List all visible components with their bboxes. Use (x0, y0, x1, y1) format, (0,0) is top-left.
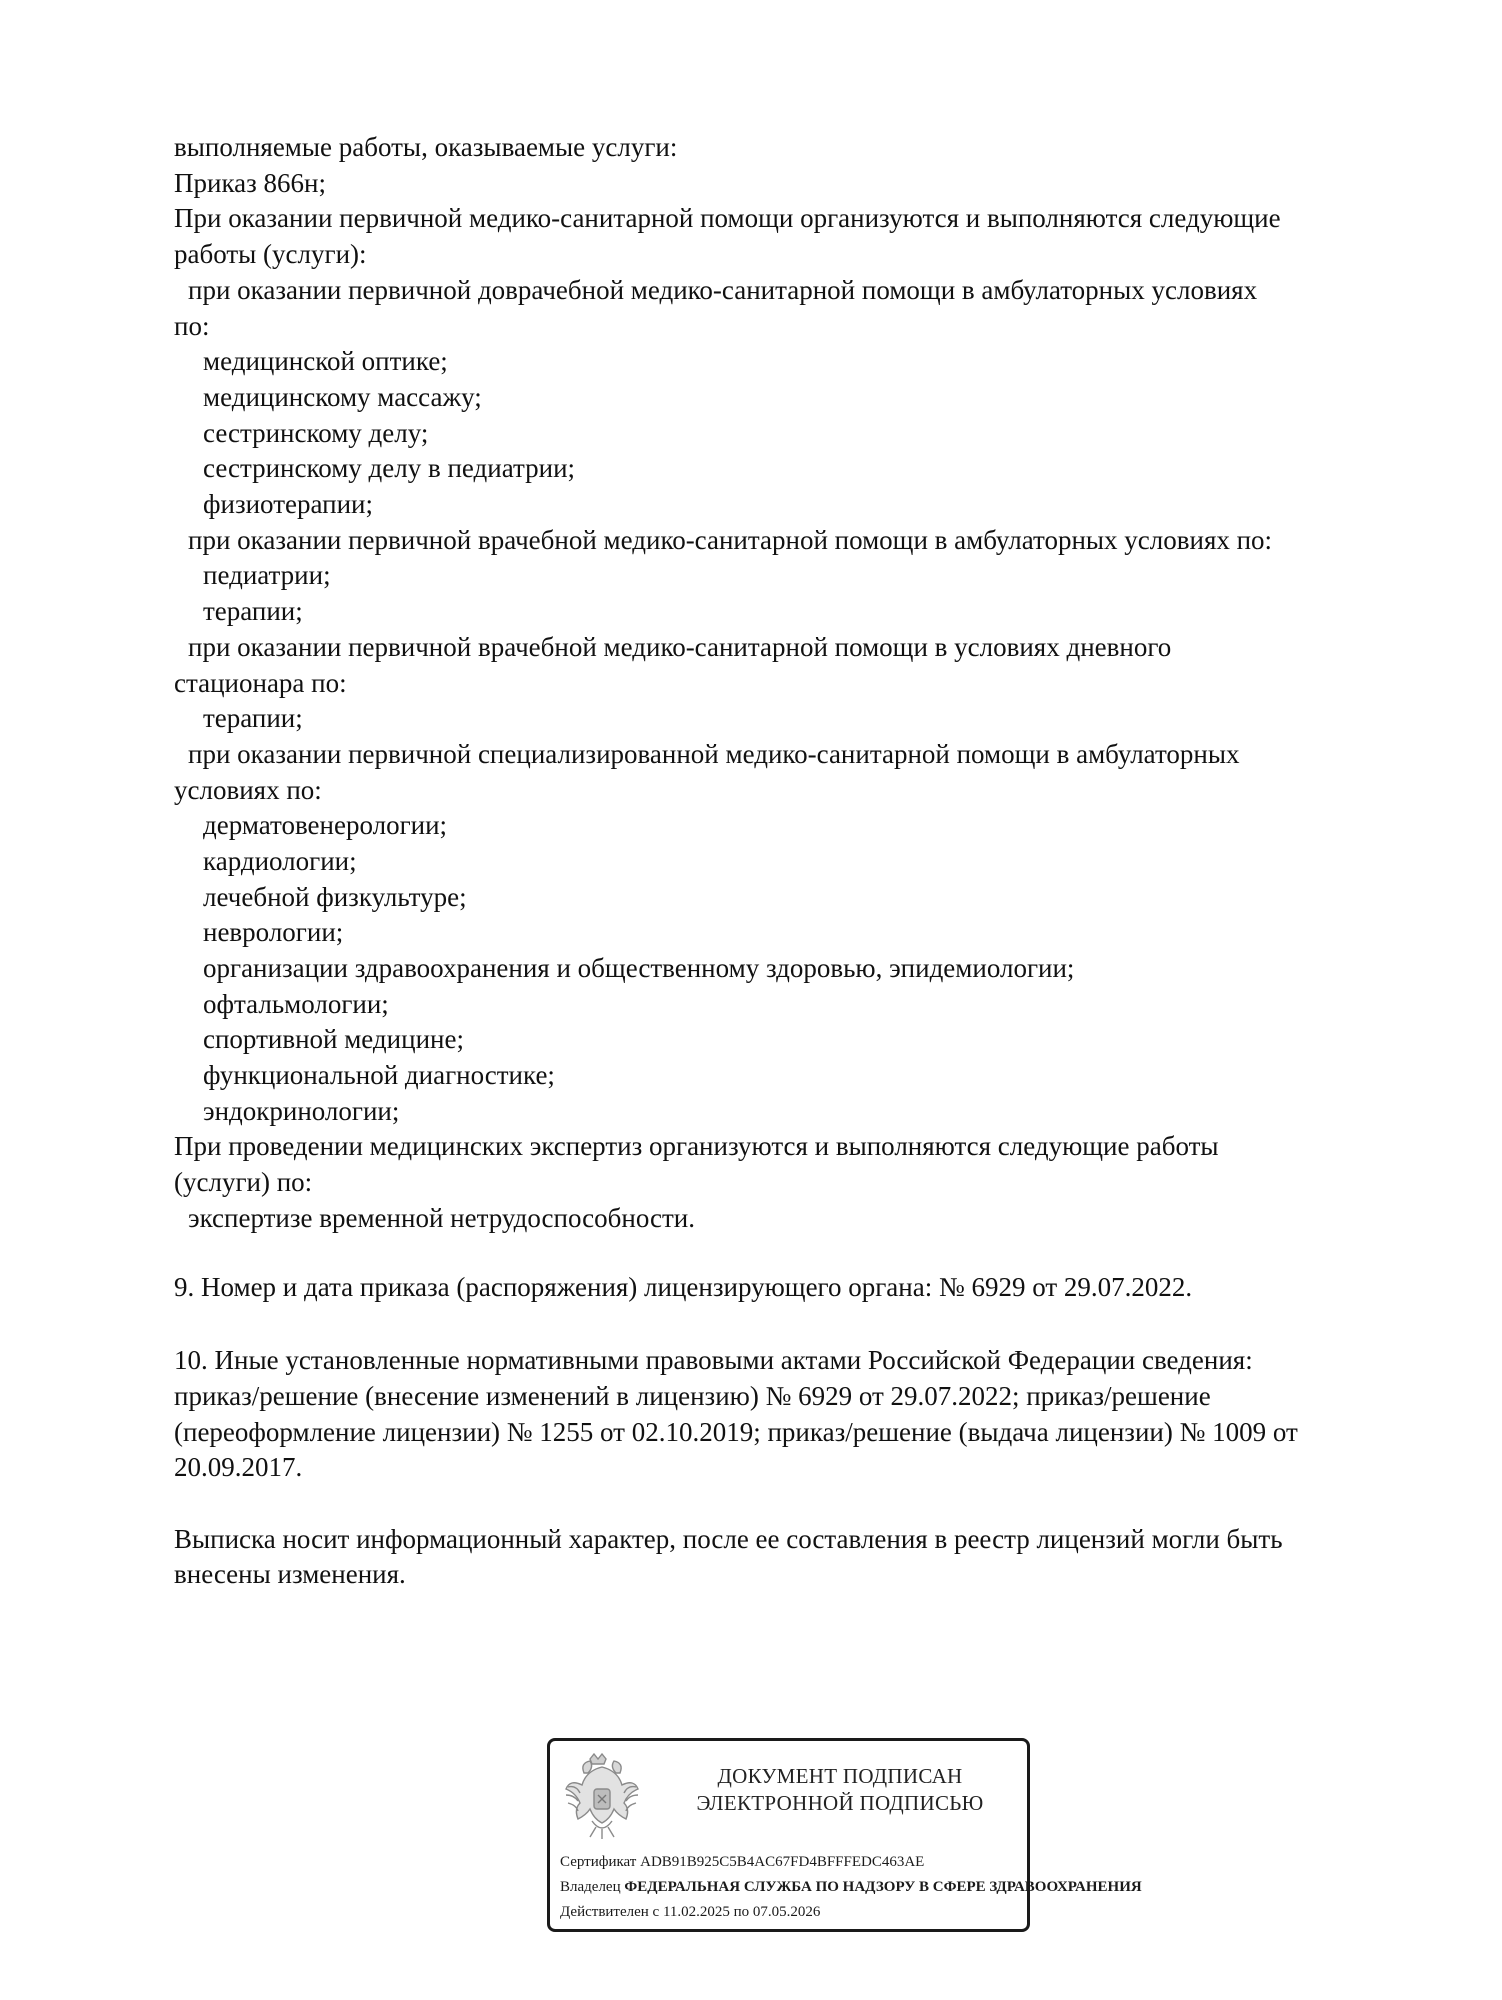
text-line: стационара по: (174, 668, 347, 698)
list-item: кардиологии; (203, 846, 357, 876)
text-line: При проведении медицинских экспертиз организуются и выполняются следующие работы (174, 1131, 1219, 1161)
text-line: работы (услуги): (174, 239, 367, 269)
certificate-label: Сертификат (560, 1854, 637, 1870)
list-item: терапии; (203, 703, 303, 733)
section-10-text: 10. Иные установленные нормативными правовыми актами Российской Федерации сведения: (174, 1345, 1253, 1375)
text-line: выполняемые работы, оказываемые услуги: (174, 132, 678, 162)
text-line: при оказании первичной врачебной медико-санитарной помощи в амбулаторных условиях по: (188, 525, 1273, 555)
stamp-owner (560, 1876, 1142, 1898)
list-item: дерматовенерологии; (203, 810, 448, 840)
list-item: эндокринологии; (203, 1096, 400, 1126)
text-line: приказ/решение (внесение изменений в лицензию) № 6929 от 29.07.2022; приказ/решение (174, 1381, 1211, 1411)
list-item: медицинской оптике; (203, 346, 448, 376)
text-line: при оказании первичной врачебной медико-санитарной помощи в условиях дневного (188, 632, 1172, 662)
list-item: сестринскому делу; (203, 418, 429, 448)
list-item: терапии; (203, 596, 303, 626)
list-item: спортивной медицине; (203, 1024, 464, 1054)
list-item: экспертизе временной нетрудоспособности. (188, 1203, 695, 1233)
stamp-validity: Действителен с 11.02.2025 по 07.05.2026 (560, 1904, 821, 1920)
text-line: при оказании первичной доврачебной медико-санитарной помощи в амбулаторных условиях (188, 275, 1258, 305)
list-item: лечебной физкультуре; (203, 882, 467, 912)
text-line: при оказании первичной специализированной медико-санитарной помощи в амбулаторных (188, 739, 1240, 769)
electronic-signature-stamp (547, 1738, 1142, 1932)
text-line: При оказании первичной медико-санитарной помощи организуются и выполняются следующие (174, 203, 1281, 233)
stamp-title-line: ДОКУМЕНТ ПОДПИСАН (717, 1764, 963, 1788)
owner-value: ФЕДЕРАЛЬНАЯ СЛУЖБА ПО НАДЗОРУ В СФЕРЕ ЗДРАВООХРАНЕНИЯ (624, 1879, 1142, 1895)
text-line: 20.09.2017. (174, 1452, 303, 1482)
text-line: (услуги) по: (174, 1167, 313, 1197)
list-item: офтальмологии; (203, 989, 389, 1019)
list-item: сестринскому делу в педиатрии; (203, 453, 576, 483)
list-item: медицинскому массажу; (203, 382, 482, 412)
owner-label: Владелец (560, 1879, 621, 1895)
stamp-title (670, 1763, 1010, 1817)
disclaimer-text: Выписка носит информационный характер, после ее составления в реестр лицензий могли быть (174, 1524, 1283, 1554)
list-item: неврологии; (203, 917, 344, 947)
double-headed-eagle-emblem-icon (562, 1751, 642, 1843)
text-line: Приказ 866н; (174, 168, 327, 198)
list-item: педиатрии; (203, 560, 331, 590)
text-line: внесены изменения. (174, 1559, 406, 1589)
stamp-title-line: ЭЛЕКТРОННОЙ ПОДПИСЬЮ (696, 1791, 984, 1815)
section-9-text: 9. Номер и дата приказа (распоряжения) лицензирующего органа: № 6929 от 29.07.2022. (174, 1272, 1193, 1302)
text-line: условиях по: (174, 775, 322, 805)
stamp-certificate (560, 1851, 924, 1873)
list-item: организации здравоохранения и общественному здоровью, эпидемиологии; (203, 953, 1075, 983)
text-line: по: (174, 311, 210, 341)
list-item: функциональной диагностике; (203, 1060, 555, 1090)
text-line: (переоформление лицензии) № 1255 от 02.10.2019; приказ/решение (выдача лицензии) № 1009 от (174, 1417, 1298, 1447)
certificate-value: ADB91B925C5B4AC67FD4BFFFEDC463AE (640, 1854, 925, 1870)
list-item: физиотерапии; (203, 489, 373, 519)
